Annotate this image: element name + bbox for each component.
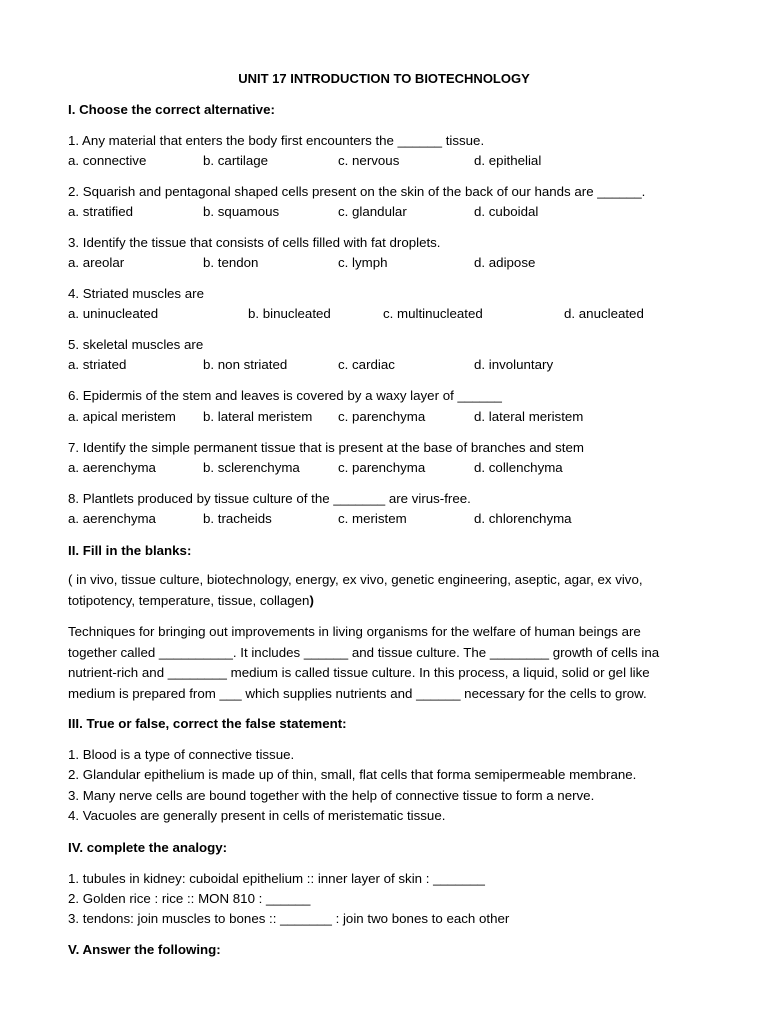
option-c: c. glandular <box>338 204 407 219</box>
option-b: b. tracheids <box>203 511 272 526</box>
option-a: a. aerenchyma <box>68 511 156 526</box>
section-4-heading: IV. complete the analogy: <box>68 840 228 855</box>
option-a: a. stratified <box>68 204 134 219</box>
question-5-options <box>0 357 768 375</box>
option-c: c. nervous <box>338 153 400 168</box>
option-a: a. uninucleated <box>68 306 159 321</box>
question-4-options <box>0 306 768 324</box>
question-6-options <box>0 409 768 427</box>
question-8: 8. Plantlets produced by tissue culture of the _______ are virus-free. <box>68 491 471 506</box>
option-a: a. areolar <box>68 255 125 270</box>
fill-in-paragraph: Techniques for bringing out improvements in living organisms for the welfare of human beings are together called __________. It includes ______ and tissue culture. The ________ growth of cells ina nutrient-rich and ________ medium is called tissue culture. In this process, a liquid, solid or gel like medium is prepared from ___ which supplies nutrients and ______ necessary for the cells to grow. <box>68 624 660 701</box>
option-d: d. involuntary <box>474 357 554 372</box>
option-d: d. lateral meristem <box>474 409 584 424</box>
question-3-options <box>0 255 768 273</box>
option-a: a. striated <box>68 357 127 372</box>
option-a: a. connective <box>68 153 147 168</box>
word-bank-close: ) <box>309 592 314 608</box>
analogy-3: 3. tendons: join muscles to bones :: _______ : join two bones to each other <box>68 911 510 926</box>
question-5: 5. skeletal muscles are <box>68 337 204 352</box>
option-c: c. parenchyma <box>338 460 426 475</box>
question-8-options <box>0 511 768 529</box>
statement-4: 4. Vacuoles are generally present in cells of meristematic tissue. <box>68 808 446 823</box>
option-c: c. lymph <box>338 255 388 270</box>
question-1-options <box>0 153 768 171</box>
option-d: d. epithelial <box>474 153 542 168</box>
question-7-options <box>0 460 768 478</box>
option-c: c. parenchyma <box>338 409 426 424</box>
question-4: 4. Striated muscles are <box>68 286 204 301</box>
option-b: b. sclerenchyma <box>203 460 300 475</box>
word-bank <box>68 570 688 611</box>
statement-3: 3. Many nerve cells are bound together with the help of connective tissue to form a nerve. <box>68 788 595 803</box>
analogy-2: 2. Golden rice : rice :: MON 810 : ______ <box>68 891 311 906</box>
option-b: b. lateral meristem <box>203 409 313 424</box>
option-a: a. apical meristem <box>68 409 176 424</box>
option-d: d. anucleated <box>564 306 644 321</box>
analogy-1: 1. tubules in kidney: cuboidal epithelium :: inner layer of skin : _______ <box>68 871 485 886</box>
option-d: d. cuboidal <box>474 204 539 219</box>
option-b: b. squamous <box>203 204 280 219</box>
question-2-options <box>0 204 768 222</box>
question-2: 2. Squarish and pentagonal shaped cells present on the skin of the back of our hands are ______. <box>68 184 646 199</box>
question-3: 3. Identify the tissue that consists of cells filled with fat droplets. <box>68 235 441 250</box>
option-d: d. chlorenchyma <box>474 511 572 526</box>
option-b: b. tendon <box>203 255 259 270</box>
statement-2: 2. Glandular epithelium is made up of thin, small, flat cells that forma semipermeable membrane. <box>68 767 637 782</box>
option-c: c. meristem <box>338 511 407 526</box>
statement-1: 1. Blood is a type of connective tissue. <box>68 747 295 762</box>
option-a: a. aerenchyma <box>68 460 156 475</box>
question-1: 1. Any material that enters the body first encounters the ______ tissue. <box>68 133 485 148</box>
option-b: b. non striated <box>203 357 288 372</box>
page-title: UNIT 17 INTRODUCTION TO BIOTECHNOLOGY <box>238 71 530 86</box>
word-bank-text: ( in vivo, tissue culture, biotechnology, energy, ex vivo, genetic engineering, aseptic, agar, ex vivo, totipotency, temperature, tissue, collagen <box>68 572 643 608</box>
question-6: 6. Epidermis of the stem and leaves is covered by a waxy layer of ______ <box>68 388 502 403</box>
section-1-heading: I. Choose the correct alternative: <box>68 102 275 117</box>
question-7: 7. Identify the simple permanent tissue that is present at the base of branches and stem <box>68 440 584 455</box>
option-b: b. cartilage <box>203 153 269 168</box>
option-b: b. binucleated <box>248 306 331 321</box>
option-c: c. cardiac <box>338 357 395 372</box>
section-5-heading: V. Answer the following: <box>68 942 221 957</box>
option-d: d. adipose <box>474 255 536 270</box>
section-2-heading: II. Fill in the blanks: <box>68 543 192 558</box>
option-d: d. collenchyma <box>474 460 563 475</box>
section-3-heading: III. True or false, correct the false statement: <box>68 716 347 731</box>
option-c: c. multinucleated <box>383 306 483 321</box>
